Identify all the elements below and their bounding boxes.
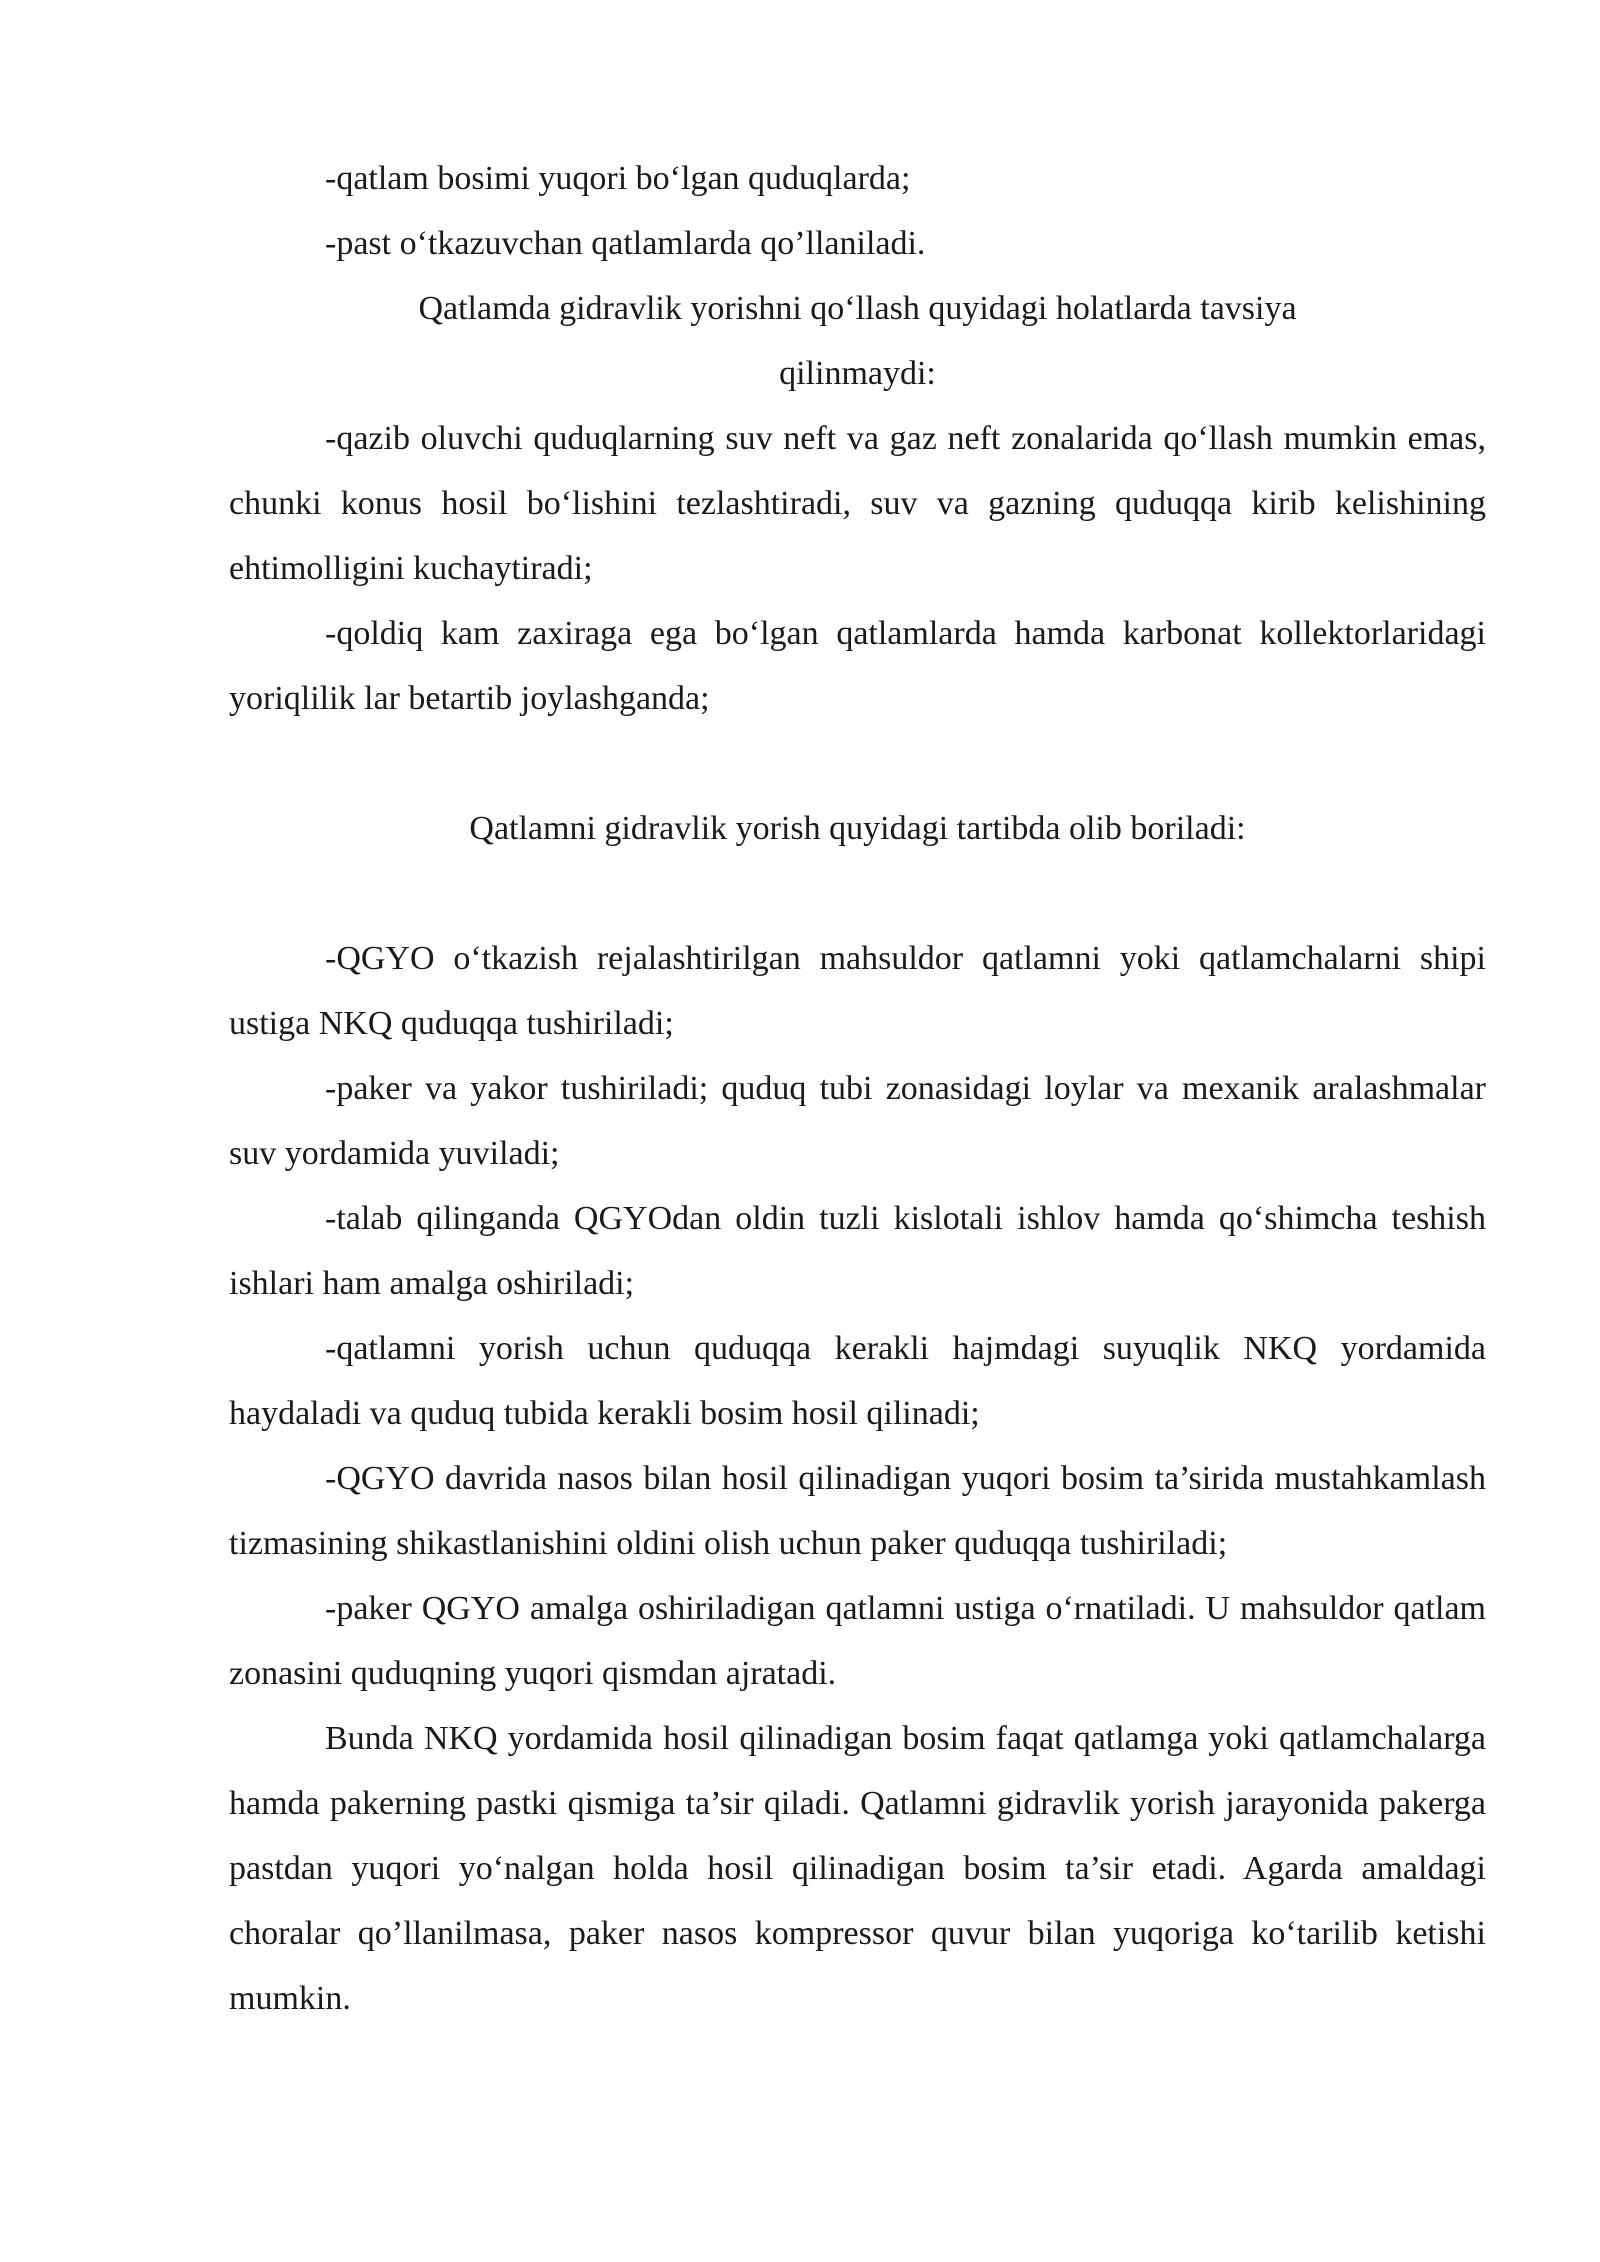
paragraph-step-acid: -talab qilinganda QGYOdan oldin tuzli kislotali ishlov hamda qo‘shimcha teshish ishlari ham amalga oshiriladi; [229,1200,1486,1302]
paragraph-water-gas-zones: -qazib oluvchi quduqlarning suv neft va gaz neft zonalarida qo‘llash mumkin emas, chunki konus hosil bo‘lishini tezlashtiradi, suv va gazning quduqqa kirib kelishining ehtimolligini kuchaytiradi; [229,420,1486,587]
paragraph-step-fluid: -qatlamni yorish uchun quduqqa kerakli hajmdagi suyuqlik NKQ yordamida haydaladi va quduq tubida kerakli bosim hosil qilinadi; [229,1330,1486,1432]
spacer [229,861,1486,926]
paragraph-pressure: -qatlam bosimi yuqori bo‘lgan quduqlarda; [325,160,911,197]
heading-not-recommended [229,276,1486,406]
paragraph-step-pressure: -QGYO davrida nasos bilan hosil qilinadigan yuqori bosim ta’sirida mustahkamlash tizmasining shikastlanishini oldini olish uchun paker quduqqa tushiriladi; [229,1460,1486,1562]
heading-procedure: Qatlamni gidravlik yorish quyidagi tartibda olib boriladi: [469,810,1246,847]
heading-not-recommended-line1: Qatlamda gidravlik yorishni qo‘llash quyidagi holatlarda tavsiya [418,290,1297,327]
paragraph-residual-reserves: -qoldiq kam zaxiraga ega bo‘lgan qatlamlarda hamda karbonat kollektorlaridagi yoriqlilik lar betartib joylashganda; [229,615,1486,717]
paragraph-step-tubing: -QGYO o‘tkazish rejalashtirilgan mahsuldor qatlamni yoki qatlamchalarni shipi ustiga NKQ quduqqa tushiriladi; [229,940,1486,1042]
paragraph-step-install: -paker QGYO amalga oshiriladigan qatlamni ustiga o‘rnatiladi. U mahsuldor qatlam zonasini quduqning yuqori qismdan ajratadi. [229,1590,1486,1692]
paragraph-permeability: -past o‘tkazuvchan qatlamlarda qo’llaniladi. [325,225,926,262]
paragraph-step-packer: -paker va yakor tushiriladi; quduq tubi zonasidagi loylar va mexanik aralashmalar suv yordamida yuviladi; [229,1070,1486,1172]
heading-not-recommended-line2: qilinmaydi: [779,355,936,392]
document-page [229,146,1486,2031]
spacer [229,731,1486,796]
paragraph-conclusion: Bunda NKQ yordamida hosil qilinadigan bosim faqat qatlamga yoki qatlamchalarga hamda pakerning pastki qismiga ta’sir qiladi. Qatlamni gidravlik yorish jarayonida pakerga pastdan yuqori yo‘nalgan holda hosil qilinadigan bosim ta’sir etadi. Agarda amaldagi choralar qo’llanilmasa, paker nasos kompressor quvur bilan yuqoriga ko‘tarilib ketishi mumkin. [229,1720,1486,2017]
